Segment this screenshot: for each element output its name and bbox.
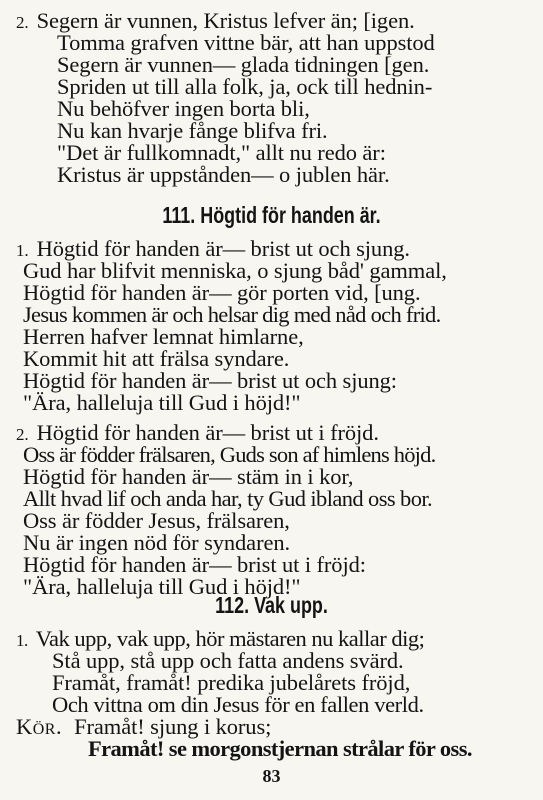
verse-line: Herren hafver lemnat himlarne, [23,324,304,349]
chorus-label: Kör. [16,714,63,739]
verse-line: "Det är fullkomnadt," allt nu redo är: [57,140,386,165]
verse-line: Framåt, framåt! predika jubelårets fröjd, [52,670,411,695]
verse-line: Högtid för handen är— brist ut i fröjd: [23,552,366,577]
verse-line: Spriden ut till alla folk, ja, ock till hednin- [57,74,433,99]
verse-number: 2. [16,425,29,444]
verse-number: 2. [16,13,29,32]
verse-line: Nu kan hvarje fånge blifva fri. [57,118,328,143]
verse-line: 1. Högtid för handen är— brist ut och sjung. [16,236,410,261]
verse-line: Jesus kommen är och helsar dig med nåd och frid. [23,302,441,327]
verse-line: Kommit hit att frälsa syndare. [23,346,290,371]
verse-line: Framåt! se morgonstjernan strålar för oss. [88,736,472,761]
verse-line: 1. Vak upp, vak upp, hör mästaren nu kallar dig; [16,626,425,651]
verse-line: 2. Högtid för handen är— brist ut i fröjd. [16,420,379,445]
page-number: 83 [262,766,281,786]
verse-line: Högtid för handen är— gör porten vid, [ung. [23,280,421,305]
verse-line: "Ära, halleluja till Gud i höjd!" [23,390,301,415]
verse-number: 1. [16,631,28,650]
verse-line: Kristus är uppstånden— o jublen här. [57,162,390,187]
verse-line: "Ära, halleluja till Gud i höjd!" [23,574,301,599]
verse-line: Allt hvad lif och anda har, ty Gud ibland oss bor. [23,486,433,511]
hymn-111-title: 111. Högtid för handen är. [162,202,381,228]
verse-number: 1. [16,241,29,260]
verse-line: Oss är födder frälsaren, Guds son af himlens höjd. [23,442,436,467]
verse-line: 2. Segern är vunnen, Kristus lefver än; [igen. [16,8,415,33]
verse-line: Tomma grafven vittne bär, att han uppstod [57,30,435,55]
verse-line: Segern är vunnen— glada tidningen [gen. [57,52,430,77]
verse-line: Oss är födder Jesus, frälsaren, [23,508,290,533]
verse-line: Nu är ingen nöd för syndaren. [23,530,291,555]
verse-line: Gud har blifvit menniska, o sjung båd' gammal, [23,258,447,283]
hymn-112-title: 112. Vak upp. [215,592,328,618]
verse-line: Kör. Framåt! sjung i korus; [16,714,272,739]
verse-line: Och vittna om din Jesus för en fallen verld. [52,692,424,717]
verse-line: Stå upp, stå upp och fatta andens svärd. [52,648,404,673]
verse-line: Nu behöfver ingen borta bli, [57,96,310,121]
verse-line: Högtid för handen är— stäm in i kor, [23,464,354,489]
verse-line: Högtid för handen är— brist ut och sjung: [23,368,397,393]
